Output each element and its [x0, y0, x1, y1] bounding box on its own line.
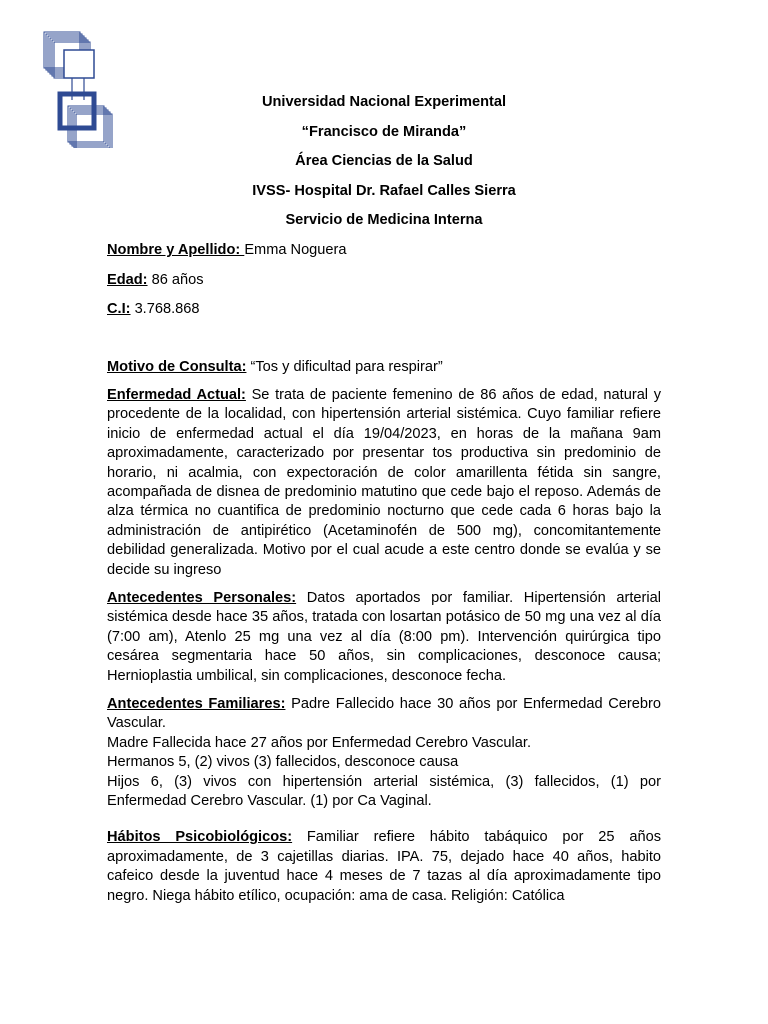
patient-name-label: Nombre y Apellido: — [107, 242, 245, 258]
antecedentes-familiares — [107, 695, 661, 734]
university-subname: “Francisco de Miranda” — [301, 123, 467, 140]
personales-text: Datos aportados por familiar. Hipertensión arterial sistémica desde hace 35 años, tratada con losartan potásico de 50 mg una vez al día (7:00 am), Atenlo 25 mg una vez al día (8:00 pm). Intervención quirúrgica tipo cesárea segmentaria hace 50 años, sin complicaciones, desconoce causa; Hernioplastia umbilical, sin complicaciones, desconoce fecha. — [107, 589, 661, 684]
habitos-label: Hábitos Psicobiológicos: — [107, 829, 293, 846]
enfermedad-actual — [107, 386, 661, 580]
motivo-text: “Tos y dificultad para respirar” — [246, 358, 443, 375]
enfermedad-text: Se trata de paciente femenino de 86 años de edad, natural y procedente de la localidad, con hipertensión arterial sistémica. Cuyo familiar refiere inicio de enfermedad actual el día 19/04/2023, en horas de la mañana 9am aproximadamente, caracterizado por presentar tos productiva sin predominio de horario, ni acalmia, con expectoración de color amarillenta fétida sin sangre, acompañada de disnea de predominio matutino que cede bajo el reposo. Además de alza térmica no cuantifica de predominio nocturno que cede cada 6 horas bajo la administración de antipirético (Acetaminofén de 500 mg), concomitantemente debilidad generalizada. Motivo por el cual acude a este centro donde se evalúa y se decide su ingreso — [107, 386, 661, 578]
document-header — [0, 92, 768, 240]
motivo-label: Motivo de Consulta: — [107, 358, 247, 375]
familiares-line: Hermanos 5, (2) vivos (3) fallecidos, desconoce causa — [107, 754, 459, 771]
patient-name-value: Emma Noguera — [244, 242, 347, 258]
hospital-name: IVSS- Hospital Dr. Rafael Calles Sierra — [252, 182, 516, 199]
patient-age-field — [107, 270, 661, 300]
familiares-line: Hijos 6, (3) vivos con hipertensión arterial sistémica, (3) fallecidos, (1) por Enfermedad Cerebro Vascular. (1) por Ca Vaginal. — [107, 773, 661, 810]
personales-label: Antecedentes Personales: — [107, 589, 297, 606]
enfermedad-label: Enfermedad Actual: — [107, 386, 246, 403]
familiares-label: Antecedentes Familiares: — [107, 696, 286, 712]
university-name: Universidad Nacional Experimental — [261, 94, 507, 110]
patient-age-value: 86 años — [147, 271, 204, 288]
service-name: Servicio de Medicina Interna — [285, 212, 483, 228]
patient-ci-field — [107, 299, 661, 329]
clinical-history — [107, 240, 661, 906]
area-name: Área Ciencias de la Salud — [295, 153, 473, 169]
habitos-text: Familiar refiere hábito tabáquico por 25 años aproximadamente, de 3 cajetillas diarias. IPA. 75, dejado hace 40 años, habito cafeico desde la juventud hace 4 meses de 7 tazas al día aproximadamente tipo negro. Niega hábito etílico, ocupación: ama de casa. Religión: Católica — [107, 829, 661, 904]
patient-name-field — [107, 240, 661, 270]
familiares-line: Madre Fallecida hace 27 años por Enfermedad Cerebro Vascular. — [107, 734, 531, 751]
familiares-text: Padre Fallecido hace 30 años por Enfermedad Cerebro Vascular. — [107, 696, 661, 732]
patient-ci-label: C.I: — [107, 301, 131, 317]
habitos-psicobiologicos — [107, 828, 661, 906]
motivo-consulta — [107, 358, 661, 377]
patient-age-label: Edad: — [107, 271, 148, 288]
patient-ci-value: 3.768.868 — [130, 301, 200, 317]
antecedentes-personales — [107, 589, 661, 686]
